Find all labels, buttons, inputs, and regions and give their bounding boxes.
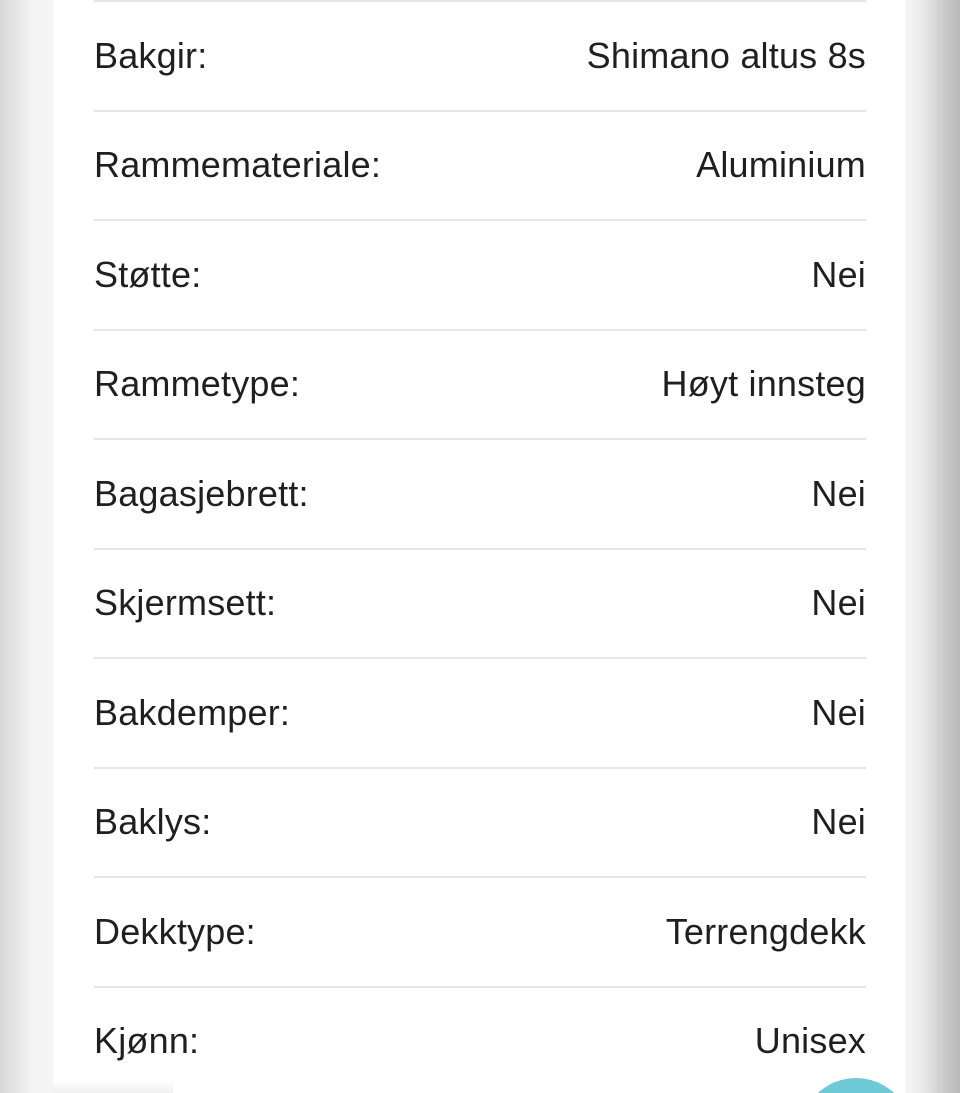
spec-label: Baklys:: [94, 801, 212, 843]
spec-value: Shimano altus 8s: [586, 34, 866, 76]
spec-label: Støtte:: [94, 253, 202, 295]
spec-label: Dekktype:: [94, 910, 256, 952]
spec-row-rammemateriale: [94, 112, 866, 222]
spec-list: [94, 0, 866, 1093]
spec-row-bagasjebrett: [94, 440, 866, 550]
card-shadow: [53, 1079, 173, 1093]
spec-value: Nei: [811, 582, 866, 624]
spec-row-baklys: [94, 769, 866, 879]
spec-row-kjonn: [94, 988, 866, 1093]
spec-value: Aluminium: [696, 144, 866, 186]
spec-value: Høyt innsteg: [661, 363, 866, 405]
spec-row-dekktype: [94, 878, 866, 988]
spec-label: Rammetype:: [94, 363, 301, 405]
spec-label: Bakgir:: [94, 34, 208, 76]
spec-label: Bagasjebrett:: [94, 472, 309, 514]
spec-value: Unisex: [754, 1020, 866, 1062]
spec-row-rammetype: [94, 331, 866, 441]
spec-row-stotte: [94, 221, 866, 331]
spec-value: Nei: [811, 472, 866, 514]
spec-card: [53, 0, 905, 1093]
spec-label: Rammemateriale:: [94, 144, 382, 186]
spec-value: Terrengdekk: [665, 910, 866, 952]
spec-value: Nei: [811, 691, 866, 733]
spec-value: Nei: [811, 253, 866, 295]
spec-label: Skjermsett:: [94, 582, 277, 624]
spec-row-bakdemper: [94, 659, 866, 769]
spec-label: Bakdemper:: [94, 691, 291, 733]
spec-row-bakgir: [94, 2, 866, 112]
spec-row-skjermsett: [94, 550, 866, 660]
spec-value: Nei: [811, 801, 866, 843]
spec-label: Kjønn:: [94, 1020, 200, 1062]
